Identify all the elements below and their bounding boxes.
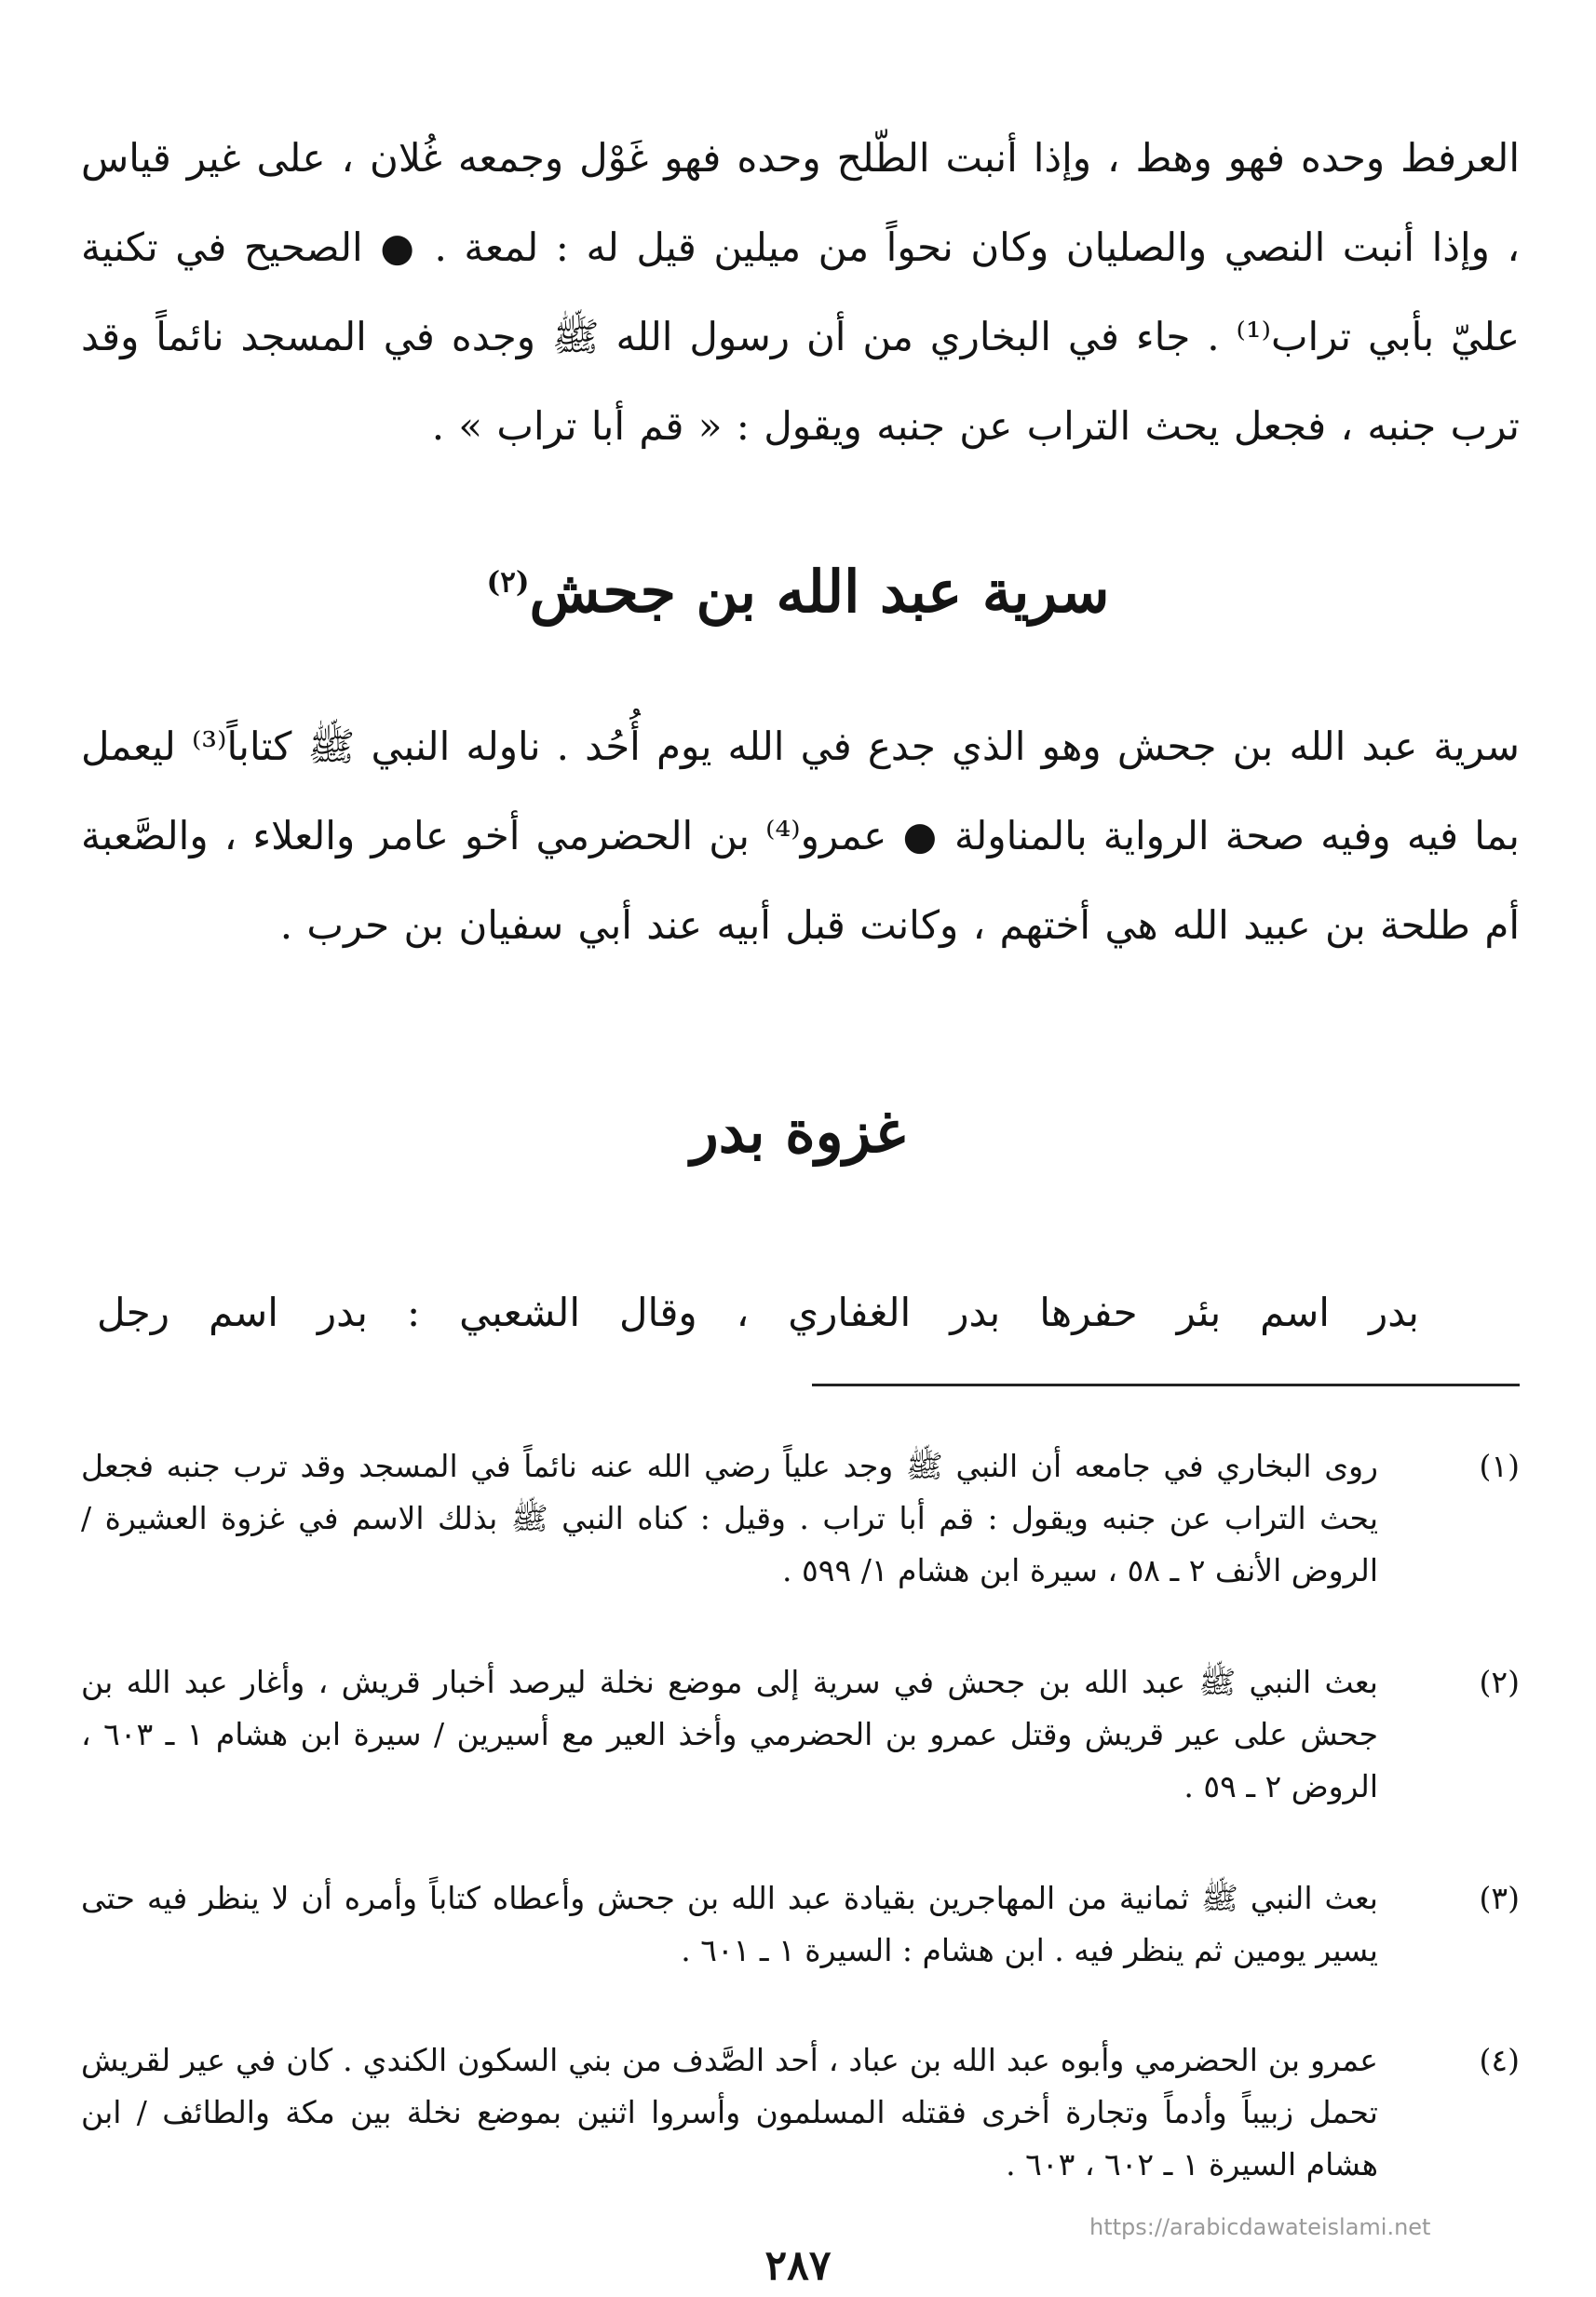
paragraph-abu-turab: العرفط وحده فهو وهط ، وإذا أنبت الطّلح وحده فهو غَوْل وجمعه غُلان ، على غير قياس ، وإذا أنبت النصي والصليان وكان نحواً من ميلين قيل له : لمعة . ● الصحيح في تكنية عليّ بأبي تراب⁽¹⁾ . جاء في البخاري من أن رسول الله ﷺ وجده في المسجد نائماً وقد ترب جنبه ، فجعل يحث التراب عن جنبه ويقول : « قم أبا تراب » . [81,135,1521,449]
section-heading-badr [0,1095,1596,1169]
heading-text: غزوة بدر [690,1098,906,1166]
footnote-text: عمرو بن الحضرمي وأبوه عبد الله بن عباد ، أحد الصَّدف من بني السكون الكندي . كان في عير لقريش تحمل زبيباً وأدماً وتجارة أخرى فقتله المسلمون وأسروا اثنين بموضع نخلة بين مكة والطائف / ابن هشام السيرة ١ ـ ٦٠٢ ، ٦٠٣ . [81,2042,1378,2182]
footnote-number: (٤) [1479,2042,1520,2078]
paragraph-badr: بدر اسم بئر حفرها بدر الغفاري ، وقال الشعبي : بدر اسم رجل [97,1290,1419,1335]
page-number: ٢٨٧ [764,2242,832,2290]
footnote-separator [812,1384,1520,1386]
paragraph-abdullah-bin-jahsh: سرية عبد الله بن جحش وهو الذي جدع في الله يوم أُحُد . ناوله النبي ﷺ كتاباً⁽³⁾ ليعمل بما فيه وفيه صحة الرواية بالمناولة ● عمرو⁽⁴⁾ بن الحضرمي أخو عامر والعلاء ، والصَّعبة أم طلحة بن عبيد الله هي أختهم ، وكانت قبل أبيه عند أبي سفيان بن حرب . [81,723,1520,948]
footnote-text: روى البخاري في جامعه أن النبي ﷺ وجد علياً رضي الله عنه نائماً في المسجد وقد ترب جنبه فجعل يحث التراب عن جنبه ويقول : قم أبا تراب . وقيل : كناه النبي ﷺ بذلك الاسم في غزوة العشيرة / الروض الأنف ٢ ـ ٥٨ ، سيرة ابن هشام ١/ ٥٩٩ . [81,1448,1378,1588]
footnote-4 [81,2034,1520,2191]
heading-text: سرية عبد الله بن جحش [529,558,1110,626]
footnote-3 [81,1872,1520,1977]
footnote-text: بعث النبي ﷺ ثمانية من المهاجرين بقيادة عبد الله بن جحش وأعطاه كتاباً وأمره أن لا ينظر فيه حتى يسير يومين ثم ينظر فيه . ابن هشام : السيرة ١ ـ ٦٠١ . [81,1880,1378,1968]
footnote-2 [81,1656,1520,1813]
footnote-number: (١) [1479,1448,1520,1484]
watermark-url: https://arabicdawateislami.net [1089,2214,1431,2240]
footnote-1 [81,1440,1520,1597]
heading-footnote-ref: (٢) [486,565,530,600]
section-heading-abdullah-bin-jahsh [0,555,1596,629]
footnote-number: (٣) [1479,1880,1520,1916]
footnote-text: بعث النبي ﷺ عبد الله بن جحش في سرية إلى موضع نخلة ليرصد أخبار قريش ، وأغار عبد الله بن جحش على عير قريش وقتل عمرو بن الحضرمي وأخذ العير مع أسيرين / سيرة ابن هشام ١ ـ ٦٠٣ ، الروض ٢ ـ ٥٩ . [81,1664,1378,1804]
footnote-number: (٢) [1479,1664,1520,1700]
